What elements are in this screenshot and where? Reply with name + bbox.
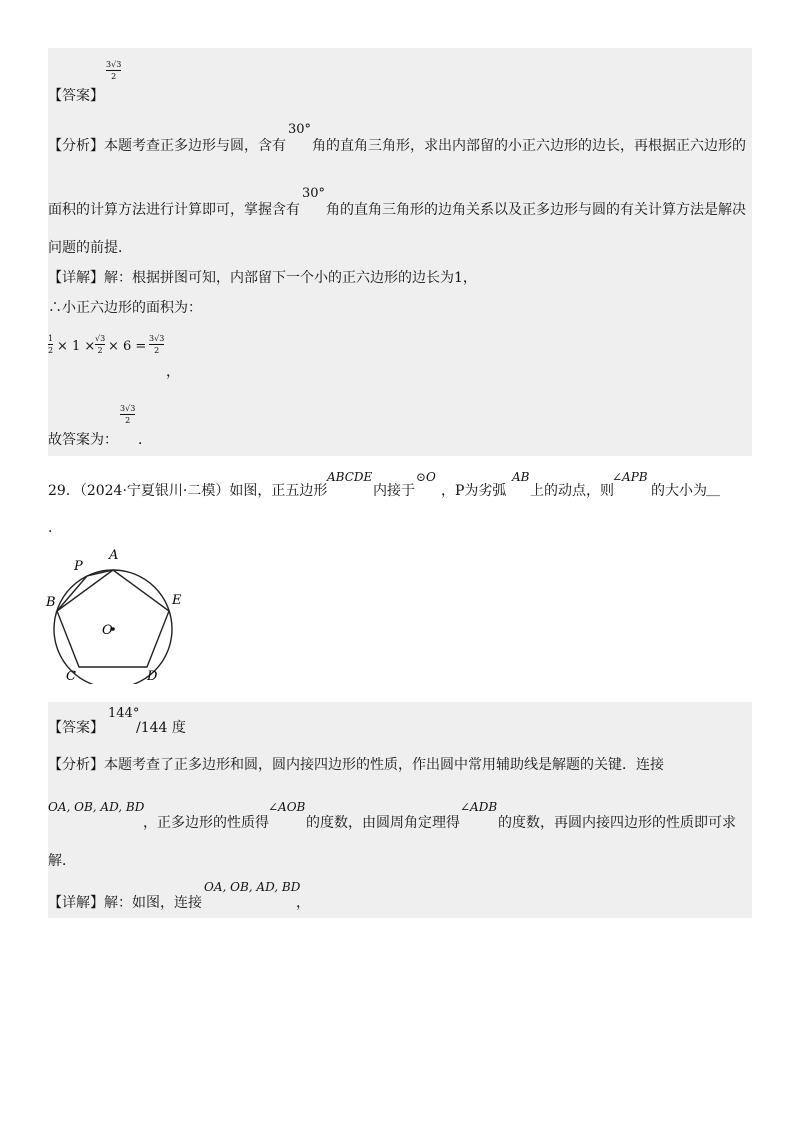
angle-adb: ∠ADB: [460, 800, 498, 814]
q29-stem-a: 29．（2024·宁夏银川·二模）如图，正五边形: [48, 483, 328, 499]
q29-end-dot: ．: [48, 520, 62, 536]
analysis-line-2a: 面积的计算方法进行计算即可，掌握含有: [48, 202, 300, 218]
angle-aob: ∠AOB: [268, 800, 306, 814]
label-C: C: [66, 669, 76, 684]
analysis-29-line-2b: 的度数，由圆周角定理得: [306, 815, 460, 831]
answer-label: 【答案】: [48, 88, 104, 104]
label-O: O: [102, 623, 113, 638]
deg-30-label: 30°: [288, 122, 312, 137]
final-answer-label: 故答案为：: [48, 432, 118, 448]
analysis-29-line-2a: ，正多边形的性质得: [143, 815, 269, 831]
pentagon-name: ABCDE: [327, 470, 373, 484]
answer-label: 【答案】: [48, 720, 104, 736]
label-E: E: [172, 593, 182, 608]
final-dot: ．: [138, 432, 152, 448]
pentagon-circle-figure: [40, 542, 190, 684]
label-D: D: [147, 669, 158, 684]
q29-stem-e: 的大小为: [651, 483, 707, 499]
q29-stem-c: ，P为劣弧: [441, 483, 507, 499]
label-P: P: [74, 559, 83, 574]
answer-144: 144°: [108, 706, 140, 721]
analysis-line-1a: 【分析】本题考查正多边形与圆，含有: [48, 138, 286, 154]
analysis-29-line-1: 【分析】本题考查了正多边形和圆，圆内接四边形的性质，作出圆中常用辅助线是解题的关键．连接: [48, 757, 664, 773]
analysis-line-1b: 角的直角三角形，求出内部留的小正六边形的边长，再根据正六边形的: [312, 138, 746, 154]
analysis-line-3: 问题的前提．: [48, 240, 132, 256]
answer-text: /144 度: [136, 720, 186, 736]
label-A: A: [109, 548, 119, 563]
answer-block-28: [48, 48, 752, 456]
final-fraction: 3√3 2: [120, 404, 136, 425]
detail-comma: ，: [296, 895, 310, 911]
answer-fraction: 3√3 2: [106, 60, 122, 81]
analysis-line-2b: 角的直角三角形的边角关系以及正多边形与圆的有关计算方法是解决: [326, 202, 746, 218]
detail-line-2: ∴小正六边形的面积为：: [48, 300, 202, 316]
detail-line-1: 【详解】解：根据拼图可知，内部留下一个小的正六边形的边长为1，: [48, 270, 477, 286]
label-B: B: [46, 595, 56, 610]
angle-apb: ∠APB: [612, 470, 648, 484]
detail-29-line: 【详解】解：如图，连接: [48, 895, 202, 911]
lines-oa-ob-ad-bd: OA, OB, AD, BD: [48, 800, 145, 814]
arc-ab: AB: [512, 470, 530, 484]
circle-o: ⊙O: [416, 470, 436, 484]
deg-30-label: 30°: [302, 186, 326, 201]
answer-blank: __: [706, 481, 720, 497]
analysis-29-line-3: 解．: [48, 853, 76, 869]
detail-lines: OA, OB, AD, BD: [204, 880, 301, 894]
q29-stem-b: 内接于: [373, 483, 415, 499]
q29-stem-d: 上的动点，则: [530, 483, 614, 499]
analysis-29-line-2c: 的度数，再圆内接四边形的性质即可求: [498, 815, 736, 831]
